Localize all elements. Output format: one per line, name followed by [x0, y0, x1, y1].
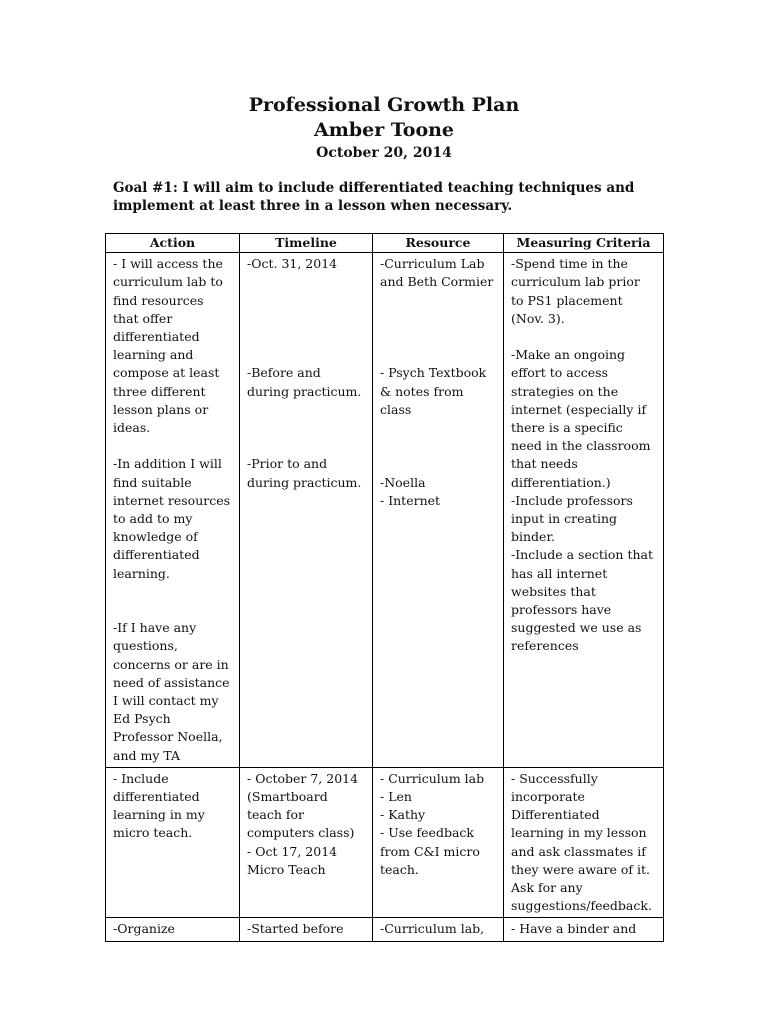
goal-line: Goal #1: I will aim to include differentiated teaching techniques and — [113, 180, 635, 196]
cell-line: -Spend time in the — [511, 256, 628, 272]
action-cell — [106, 767, 240, 918]
cell-line: they were aware of it. — [511, 861, 651, 877]
cell-line: suggested we use as — [511, 620, 642, 636]
goal-statement — [113, 179, 673, 215]
cell-line: -Started before — [247, 921, 344, 937]
measuring-criteria-cell — [504, 918, 664, 941]
resource-cell — [373, 253, 504, 768]
cell-line: -Noella — [380, 474, 426, 490]
cell-line — [247, 292, 365, 310]
cell-line: and ask classmates if — [511, 843, 646, 859]
cell-line: - Include — [113, 770, 169, 786]
cell-line — [380, 437, 496, 455]
cell-line: questions, — [113, 638, 178, 654]
cell-line: -Include professors — [511, 492, 633, 508]
cell-line: Professor Noella, — [113, 729, 223, 745]
cell-line: binder. — [511, 529, 556, 545]
document-date: October 20, 2014 — [316, 145, 452, 161]
cell-line: (Nov. 3). — [511, 310, 565, 326]
cell-line: - Kathy — [380, 807, 426, 823]
column-header-measuring-criteria: Measuring Criteria — [504, 234, 664, 253]
cell-line: three different — [113, 383, 206, 399]
cell-line: -Prior to and — [247, 456, 328, 472]
cell-line: Ed Psych — [113, 711, 171, 727]
cell-line — [380, 346, 496, 364]
cell-line: find resources — [113, 292, 204, 308]
goal-line: implement at least three in a lesson when necessary. — [113, 198, 513, 215]
cell-line: differentiated — [113, 547, 200, 563]
cell-line: - Len — [380, 789, 412, 805]
action-cell — [106, 918, 240, 941]
cell-line: -In addition I will — [113, 456, 222, 472]
cell-line: -Before and — [247, 365, 321, 381]
cell-line: effort to access — [511, 365, 608, 381]
measuring-criteria-cell — [504, 767, 664, 918]
cell-line: curriculum lab to — [113, 274, 223, 290]
cell-line: differentiated — [113, 329, 200, 345]
cell-line: -If I have any — [113, 620, 197, 636]
cell-line — [511, 328, 656, 346]
cell-line: I will contact my — [113, 693, 219, 709]
timeline-cell — [240, 767, 373, 918]
action-cell — [106, 253, 240, 768]
cell-line: - Have a binder and — [511, 921, 637, 937]
cell-line: differentiation.) — [511, 474, 611, 490]
cell-line: Ask for any — [511, 880, 583, 896]
author-name: Amber Toone — [313, 119, 455, 141]
cell-line: compose at least — [113, 365, 220, 381]
cell-line: & notes from class — [380, 383, 468, 417]
cell-line: professors have — [511, 602, 612, 618]
cell-line: websites that — [511, 583, 596, 599]
cell-line — [247, 401, 365, 419]
column-header-timeline: Timeline — [240, 234, 373, 253]
cell-line: and my TA — [113, 747, 181, 763]
growth-plan-table — [105, 233, 664, 942]
cell-line — [247, 328, 365, 346]
cell-line: that needs — [511, 456, 578, 472]
cell-line: computers class) — [247, 825, 355, 841]
cell-line: to PS1 placement — [511, 292, 623, 308]
cell-line: -Curriculum lab, — [380, 921, 485, 937]
cell-line — [380, 419, 496, 437]
cell-line: - October 7, 2014 — [247, 770, 359, 786]
cell-line: find suitable — [113, 474, 192, 490]
cell-line: need of assistance — [113, 674, 230, 690]
cell-line: -Curriculum Lab — [380, 256, 485, 272]
cell-line — [113, 583, 232, 601]
cell-line: - Successfully — [511, 770, 598, 786]
cell-line: Micro Teach — [247, 861, 326, 877]
cell-line: - I will access the — [113, 256, 223, 272]
cell-line: -Include a section that — [511, 547, 653, 563]
cell-line: input in creating — [511, 511, 618, 527]
cell-line — [247, 419, 365, 437]
cell-line: -Oct. 31, 2014 — [247, 256, 338, 272]
cell-line: - Internet — [380, 492, 441, 508]
cell-line: - Oct 17, 2014 — [247, 843, 338, 859]
cell-line: teach. — [380, 861, 419, 877]
cell-line: Differentiated — [511, 807, 600, 823]
cell-line: curriculum lab prior — [511, 274, 640, 290]
cell-line: has all internet — [511, 565, 608, 581]
cell-line: references — [511, 638, 579, 654]
cell-line: learning and — [113, 347, 194, 363]
cell-line: during practicum. — [247, 474, 362, 490]
cell-line: learning in my — [113, 807, 205, 823]
cell-line: - Curriculum lab — [380, 770, 485, 786]
cell-line — [380, 292, 496, 310]
cell-line: micro teach. — [113, 825, 193, 841]
timeline-cell — [240, 918, 373, 941]
cell-line — [113, 437, 232, 455]
table-header-row — [106, 234, 664, 253]
cell-line: from C&I micro — [380, 843, 480, 859]
cell-line: knowledge of — [113, 529, 198, 545]
resource-cell — [373, 767, 504, 918]
cell-line: and Beth Cormier — [380, 274, 494, 290]
cell-line: incorporate — [511, 789, 585, 805]
cell-line — [380, 455, 496, 473]
table-row — [106, 918, 664, 941]
cell-line: - Use feedback — [380, 825, 474, 841]
cell-line: -Organize — [113, 921, 175, 937]
cell-line: to add to my — [113, 511, 193, 527]
cell-line — [247, 273, 365, 291]
column-header-action: Action — [106, 234, 240, 253]
cell-line: differentiated — [113, 789, 200, 805]
cell-line: - Psych Textbook — [380, 365, 487, 381]
cell-line: teach for — [247, 807, 305, 823]
cell-line — [247, 437, 365, 455]
cell-line — [380, 328, 496, 346]
cell-line — [247, 346, 365, 364]
cell-line — [380, 310, 496, 328]
cell-line: suggestions/feedback. — [511, 898, 652, 914]
document-title: Professional Growth Plan — [248, 94, 520, 116]
cell-line: need in the classroom — [511, 438, 651, 454]
cell-line: internet resources — [113, 492, 231, 508]
cell-line: (Smartboard — [247, 789, 328, 805]
cell-line: ideas. — [113, 420, 151, 436]
cell-line: internet (especially if — [511, 401, 647, 417]
table-row — [106, 767, 664, 918]
column-header-resource: Resource — [373, 234, 504, 253]
cell-line: strategies on the — [511, 383, 619, 399]
cell-line: -Make an ongoing — [511, 347, 626, 363]
cell-line: that offer — [113, 310, 173, 326]
timeline-cell — [240, 253, 373, 768]
cell-line: concerns or are in — [113, 656, 229, 672]
measuring-criteria-cell — [504, 253, 664, 768]
cell-line: there is a specific — [511, 420, 623, 436]
cell-line: learning in my lesson — [511, 825, 647, 841]
cell-line — [247, 310, 365, 328]
table-row — [106, 253, 664, 768]
cell-line: lesson plans or — [113, 401, 209, 417]
resource-cell — [373, 918, 504, 941]
cell-line: during practicum. — [247, 383, 362, 399]
cell-line — [113, 601, 232, 619]
cell-line: learning. — [113, 565, 170, 581]
